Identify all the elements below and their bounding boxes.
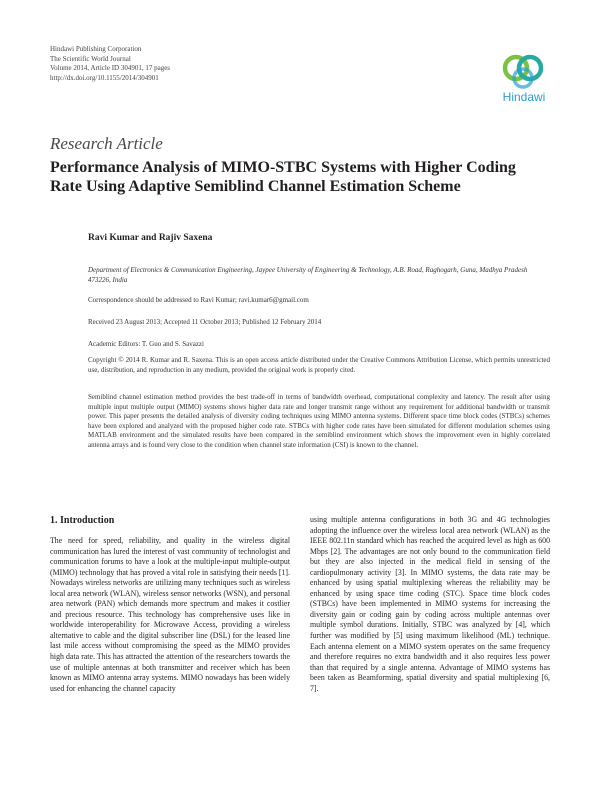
paper-title: Performance Analysis of MIMO-STBC Systems with Higher Coding Rate Using Adaptive Semiblind Channel Estimation Scheme [50, 159, 516, 195]
journal-name: The Scientific World Journal [50, 54, 131, 63]
body-column-left: The need for speed, reliability, and quality in the wireless digital communication has lured the interest of vast community of technologist and communication forums to have a look at the multiple-input multiple-output (MIMO) technology that has proved a vital role in satisfying their needs [1]. Nowadays wireless networks are utilizing many techniques such as wireless local area network (WLAN), wireless sensor networks (WSN), and personal area network (PAN) which demands more spectrum and makes it costlier and precious resource. This technology has comprehensive uses like in worldwide interoperability for Microwave Access, providing a wireless alternative to cable and the digital subscriber line (DSL) for the leased line last mile access without compromising the speed as the MIMO provides high data rate. This has attracted the attention of the researchers towards the use of multiple antennas at both transmitter and receiver which has been known as MIMO antenna array systems. MIMO nowadays has been widely used for enhancing the channel capacity [50, 536, 290, 693]
affiliation: Department of Electronics & Communication Engineering, Jaypee University of Engineering & Technology, A.B. Road, Raghogarh, Guna, Madhya Pradesh 473226, India [88, 266, 528, 284]
correspondence-note: Correspondence should be addressed to Ravi Kumar; ravi.kumar6@gmail.com [88, 296, 309, 304]
publisher-name: Hindawi Publishing Corporation [50, 45, 142, 53]
copyright-notice: Copyright © 2014 R. Kumar and R. Saxena. This is an open access article distributed under the Creative Commons Attribution License, which permits unrestricted use, distribution, and reproduction in any medium, provided the original work is properly cited. [88, 356, 550, 374]
abstract: Semiblind channel estimation method provides the best trade-off in terms of bandwidth overhead, computational complexity and latency. The result after using multiple input multiple output (MIMO) systems shows higher data rate and longer transmit range without any requirement for additional bandwidth or transmit power. This paper presents the detailed analysis of diversity coding techniques using MIMO antenna systems. Different space time block codes (STBCs) schemes have been explored and analyzed with the proposed higher code rate. STBCs with higher code rates have been simulated for different modulation schemes using MATLAB environment and the simulated results have been compared in the semiblind environment which shows the improvement even in highly correlated antenna arrays and is found very close to the condition when channel state information (CSI) is known to the channel. [88, 393, 550, 449]
author-list: Ravi Kumar and Rajiv Saxena [88, 233, 213, 243]
publication-dates: Received 23 August 2013; Accepted 11 October 2013; Published 12 February 2014 [88, 318, 322, 326]
doi-link[interactable]: http://dx.doi.org/10.1155/2014/304901 [50, 73, 159, 82]
hindawi-logo-text: Hindawi [502, 90, 546, 104]
volume-info: Volume 2014, Article ID 304901, 17 pages [50, 64, 171, 72]
journal-header [50, 45, 310, 83]
article-type: Research Article [50, 134, 163, 153]
academic-editors: Academic Editors: T. Guo and S. Savazzi [88, 340, 204, 348]
body-column-right: using multiple antenna configurations in both 3G and 4G technologies adopting the influence over the wireless local area network (WLAN) as the IEEE 802.11n standard which has reached the acquired level as high as 600 Mbps [2]. The advantages are not only bound to the communication field but they are also injected in the medical field in sensing of the cardiopulmonary activity [3]. In MIMO systems, the data rate may be enhanced by using spatial multiplexing whereas the reliability may be enhanced by using space time coding (STC). Space time block codes (STBCs) have been implemented in MIMO systems for increasing the diversity gain or coding gain by coding across multiple antennas over multiple symbol durations. Initially, STBC was analyzed by [4], which further was modified by [5] using maximum likelihood (ML) technique. Each antenna element on a MIMO system operates on the same frequency and therefore requires no extra bandwidth and it also requires less power than that required by a single antenna. Advantage of MIMO systems has been taken as Beamforming, spatial diversity and spatial multiplexing [6, 7]. [310, 515, 550, 693]
section-heading: 1. Introduction [50, 515, 115, 526]
